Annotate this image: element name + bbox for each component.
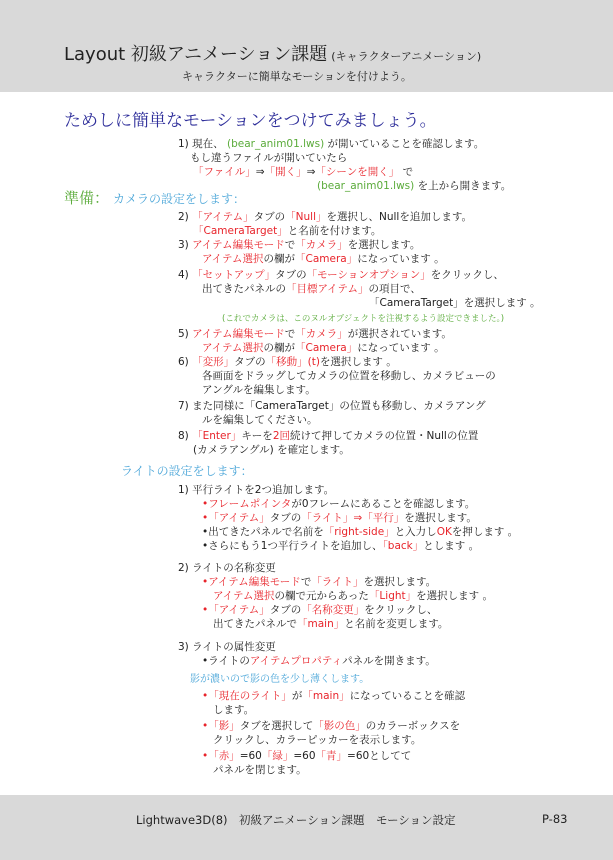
light-step2-title: 2) ライトの名称変更 <box>178 562 276 574</box>
camera-step6-line2: 各画面をドラッグしてカメラの位置を移動し、カメラビューの <box>202 370 496 382</box>
intro-step1-line3: 「ファイル」⇒「開く」⇒「シーンを開く」 で <box>193 166 414 178</box>
intro-step1-line4: (bear_anim01.lws) を上から開きます。 <box>317 180 512 192</box>
light-step3-title: 3) ライトの属性変更 <box>178 641 276 653</box>
light-step3-subnote: 影が濃いので影の色を少し薄くします。 <box>190 674 370 685</box>
camera-step4-line1: 4) 「セットアップ」タブの「モーションオプション」をクリックし、 <box>178 269 504 281</box>
light-heading: ライトの設定をします： <box>121 464 253 478</box>
camera-step8-line2: (カメラアングル) を確定します。 <box>193 444 350 456</box>
camera-step8-line1: 8) 「Enter」キーを2回続けて押してカメラの位置・Nullの位置 <box>178 430 479 442</box>
page-title: Layout 初級アニメーション課題 <box>64 44 328 65</box>
light-step3-bullet3: •「影」タブを選択して「影の色」のカラーボックスを <box>202 720 461 732</box>
intro-step1-line2: もし違うファイルが開いていたら <box>190 152 348 164</box>
light-step3-bullet2-line2: します。 <box>213 704 255 716</box>
light-step3-bullet1: •ライトのアイテムプロパティパネルを開きます。 <box>202 655 436 667</box>
light-step3-bullet2: •「現在のライト」が「main」になっていることを確認 <box>202 690 466 702</box>
camera-step5-line1: 5) アイテム編集モードで「カメラ」が選択されています。 <box>178 328 452 340</box>
light-step1-bullet4: •さらにもう1つ平行ライトを追加し、「back」とします 。 <box>202 540 480 552</box>
camera-step4-note: (これでカメラは、このヌルオブジェクトを注視するよう設定できました。) <box>222 314 505 324</box>
prep-word: 準備： <box>64 189 110 207</box>
camera-step6-line1: 6) 「変形」タブの「移動」(t)を選択します 。 <box>178 356 397 368</box>
light-step2-bullet2-line2: 出てきたパネルで「main」と名前を変更します。 <box>213 618 449 630</box>
footer-title: Lightwave3D(8) 初級アニメーション課題 モーション設定 <box>136 813 456 827</box>
light-step1-bullet1: •フレームポインタが0フレームにあることを確認します。 <box>202 498 476 510</box>
light-step3-bullet4-line2: パネルを閉じます。 <box>213 764 307 776</box>
page-number: P-83 <box>542 812 568 826</box>
prep-heading <box>64 187 245 208</box>
camera-step2-line2: 「CameraTarget」と名前を付けます。 <box>193 225 382 237</box>
intro-heading: ためしに簡単なモーションをつけてみましょう。 <box>64 111 437 131</box>
light-step2-bullet1: •アイテム編集モードで「ライト」を選択します。 <box>202 576 437 588</box>
camera-step5-line2: アイテム選択の欄が「Camera」になっています 。 <box>202 342 445 354</box>
camera-step3-line1: 3) アイテム編集モードで「カメラ」を選択します。 <box>178 239 421 251</box>
camera-step2-line1: 2) 「アイテム」タブの「Null」を選択し、Nullを追加します。 <box>178 211 473 223</box>
light-step2-bullet1-line2: アイテム選択の欄で元からあった「Light」を選択します 。 <box>213 590 493 602</box>
camera-step7-line1: 7) また同様に「CameraTarget」の位置も移動し、カメラアング <box>178 400 486 412</box>
light-step1-title: 1) 平行ライトを2つ追加します。 <box>178 484 335 496</box>
light-step1-bullet2: •「アイテム」タブの「ライト」⇒「平行」を選択します。 <box>202 512 477 524</box>
intro-step1-line1: 1) 現在、 (bear_anim01.lws) が開いていることを確認します。 <box>178 138 485 150</box>
camera-step3-line2: アイテム選択の欄が「Camera」になっています 。 <box>202 253 445 265</box>
camera-step4-line2: 出てきたパネルの「目標アイテム」の項目で、 <box>202 283 421 295</box>
camera-step6-line3: アングルを編集します。 <box>202 384 316 396</box>
page-subtitle: キャラクターに簡単なモーションを付けよう。 <box>182 70 412 83</box>
camera-step7-line2: ルを編集してください。 <box>202 414 318 426</box>
light-step1-bullet3: •出てきたパネルで名前を「right-side」と入力しOKを押します 。 <box>202 526 519 538</box>
light-step3-bullet4: •「赤」=60「緑」=60「青」=60としてて <box>202 750 412 762</box>
light-step3-bullet3-line2: クリックし、カラーピッカーを表示します。 <box>213 734 422 746</box>
light-step2-bullet2: •「アイテム」タブの「名称変更」をクリックし、 <box>202 604 438 616</box>
page-title-line <box>64 40 481 66</box>
camera-step4-line3: 「CameraTarget」を選択します 。 <box>369 297 541 309</box>
prep-sub: カメラの設定をします： <box>113 192 246 206</box>
page-title-paren: (キャラクターアニメーション) <box>331 50 482 63</box>
